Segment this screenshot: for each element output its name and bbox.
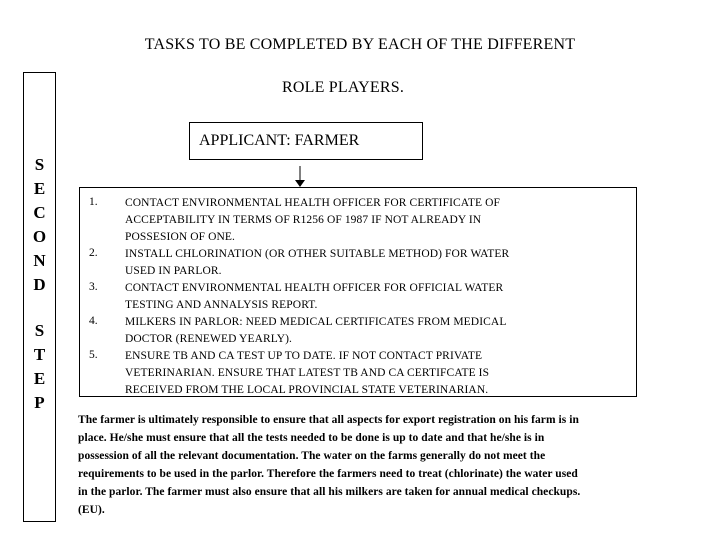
task-number: 3. [89, 281, 98, 293]
task-line: RECEIVED FROM THE LOCAL PROVINCIAL STATE VETERINARIAN. [125, 384, 489, 396]
applicant-heading-box: APPLICANT: FARMER [189, 122, 423, 160]
task-item [125, 280, 635, 314]
page-title-line-2-text: ROLE PLAYERS. [282, 79, 405, 96]
second-step-label-box [23, 72, 56, 522]
task-line: MILKERS IN PARLOR: NEED MEDICAL CERTIFICATES FROM MEDICAL [125, 316, 507, 328]
task-line: INSTALL CHLORINATION (OR OTHER SUITABLE METHOD) FOR WATER [125, 248, 510, 260]
task-line: ENSURE TB AND CA TEST UP TO DATE. IF NOT CONTACT PRIVATE [125, 350, 483, 362]
task-line: ACCEPTABILITY IN TERMS OF R1256 OF 1987 IF NOT ALREADY IN [125, 214, 482, 226]
task-line: USED IN PARLOR. [125, 265, 222, 277]
step-letter: O [32, 227, 47, 246]
step-letter: C [33, 203, 46, 222]
step-letter: N [33, 251, 46, 270]
step-letter: P [34, 393, 45, 412]
task-line: DOCTOR (RENEWED YEARLY). [125, 333, 293, 345]
note-line: in the parlor. The farmer must also ensure that all his milkers are taken for annual medical checkups. [78, 486, 581, 498]
task-number: 4. [89, 315, 98, 327]
down-arrow-icon [294, 166, 306, 188]
task-item [125, 314, 635, 348]
task-list-box [79, 187, 637, 397]
task-number: 1. [89, 196, 98, 208]
note-line: place. He/she must ensure that all the tests needed to be done is up to date and that he/she is in [78, 432, 545, 444]
task-item [125, 195, 635, 246]
task-line: CONTACT ENVIRONMENTAL HEALTH OFFICER FOR OFFICIAL WATER [125, 282, 504, 294]
responsibility-note [78, 411, 698, 519]
step-letter: S [34, 321, 45, 340]
task-item [125, 348, 635, 399]
step-letter: S [34, 155, 45, 174]
task-line: CONTACT ENVIRONMENTAL HEALTH OFFICER FOR CERTIFICATE OF [125, 197, 501, 209]
page-title-line-1: TASKS TO BE COMPLETED BY EACH OF THE DIFFERENT [144, 36, 576, 53]
note-line: The farmer is ultimately responsible to ensure that all aspects for export registration on his farm is in [78, 414, 579, 426]
note-line: (EU). [78, 504, 105, 516]
task-number: 5. [89, 349, 98, 361]
task-line: VETERINARIAN. ENSURE THAT LATEST TB AND CA CERTIFCATE IS [125, 367, 490, 379]
step-letter: E [33, 179, 46, 198]
note-line: requirements to be used in the parlor. Therefore the farmers need to treat (chlorinate) the water used [78, 468, 578, 480]
note-line: possession of all the relevant documentation. The water on the farms generally do not meet the [78, 450, 546, 462]
task-line: POSSESION OF ONE. [125, 231, 236, 243]
step-letter: D [33, 275, 46, 294]
task-item [125, 246, 635, 280]
task-number: 2. [89, 247, 98, 259]
task-line: TESTING AND ANNALYSIS REPORT. [125, 299, 318, 311]
step-letter: T [33, 345, 46, 364]
step-letter: E [33, 369, 46, 388]
